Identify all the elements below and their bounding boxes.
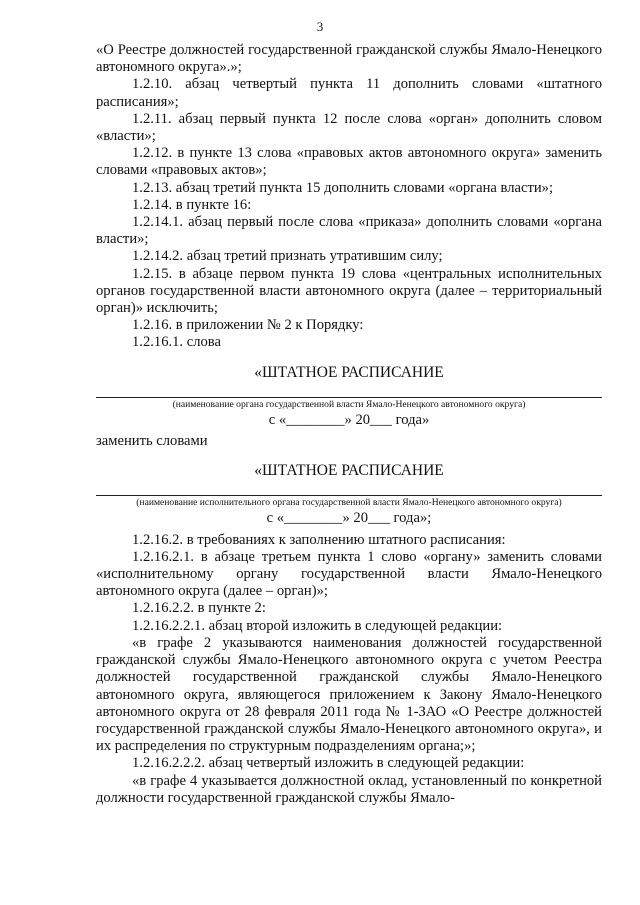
paragraph: 1.2.13. абзац третий пункта 15 дополнить словами «органа власти»; (132, 179, 554, 196)
paragraph: заменить словами (96, 433, 208, 450)
paragraph: 1.2.14.1. абзац первый после слова «приказа» дополнить словами «органа власти»; (96, 214, 602, 248)
paragraph: «О Реестре должностей государственной гражданской службы Ямало-Ненецкого автономного округа».»; (96, 42, 602, 76)
document-body (96, 42, 602, 807)
field-caption: (наименование исполнительного органа государственной власти Ямало-Ненецкого автономного округа) (136, 497, 562, 509)
paragraph: 1.2.16. в приложении № 2 к Порядку: (132, 317, 364, 334)
paragraph: 1.2.16.2. в требованиях к заполнению штатного расписания: (132, 531, 506, 548)
paragraph: 1.2.15. в абзаце первом пункта 19 слова «центральных исполнительных органов государственной власти автономного округа (далее – территориальный орган)» исключить; (96, 265, 602, 317)
date-line: с «________» 20___ года»; (266, 510, 432, 527)
paragraph: 1.2.12. в пункте 13 слова «правовых актов автономного округа» заменить словами «правовых актов»; (96, 145, 602, 179)
fill-in-line (96, 393, 602, 398)
paragraph: 1.2.14.2. абзац третий признать утратившим силу; (132, 248, 443, 265)
paragraph: «в графе 2 указываются наименования должностей государственной гражданской службы Ямало-Ненецкого автономного округа с учетом Реестра должностей государственной гражданской службы Ямало-Ненецкого автономного округа, являющегося приложением к Закону Ямало-Ненецкого автономного округа от 28 февраля 2011 года № 1-ЗАО «О Реестре должностей государственной гражданской службы Ямало-Ненецкого автономного округа», и их распределения по структурным подразделениям органа;»; (96, 634, 602, 755)
paragraph: 1.2.16.2.2. в пункте 2: (132, 600, 266, 617)
field-caption: (наименование органа государственной власти Ямало-Ненецкого автономного округа) (172, 398, 526, 410)
paragraph: 1.2.16.2.2.1. абзац второй изложить в следующей редакции: (132, 617, 503, 634)
fill-in-line (96, 491, 602, 496)
paragraph: 1.2.14. в пункте 16: (132, 196, 252, 213)
paragraph: 1.2.16.1. слова (132, 334, 221, 351)
paragraph: 1.2.10. абзац четвертый пункта 11 дополнить словами «штатного расписания»; (96, 76, 602, 110)
date-line: с «________» 20___ года» (268, 411, 430, 428)
paragraph: 1.2.11. абзац первый пункта 12 после слова «орган» дополнить словом «власти»; (96, 110, 602, 145)
staff-schedule-title-old: «ШТАТНОЕ РАСПИСАНИЕ (254, 363, 444, 381)
paragraph: 1.2.16.2.1. в абзаце третьем пункта 1 слово «органу» заменить словами «исполнительному органу государственной власти Ямало-Ненецкого автономного округа (далее – орган)»; (96, 548, 602, 600)
staff-schedule-title-new: «ШТАТНОЕ РАСПИСАНИЕ (254, 462, 444, 480)
page-number: 3 (316, 19, 324, 34)
paragraph: 1.2.16.2.2.2. абзац четвертый изложить в следующей редакции: (132, 755, 525, 772)
paragraph: «в графе 4 указывается должностной оклад, установленный по конкретной должности государственной гражданской службы Ямало- (96, 772, 602, 806)
